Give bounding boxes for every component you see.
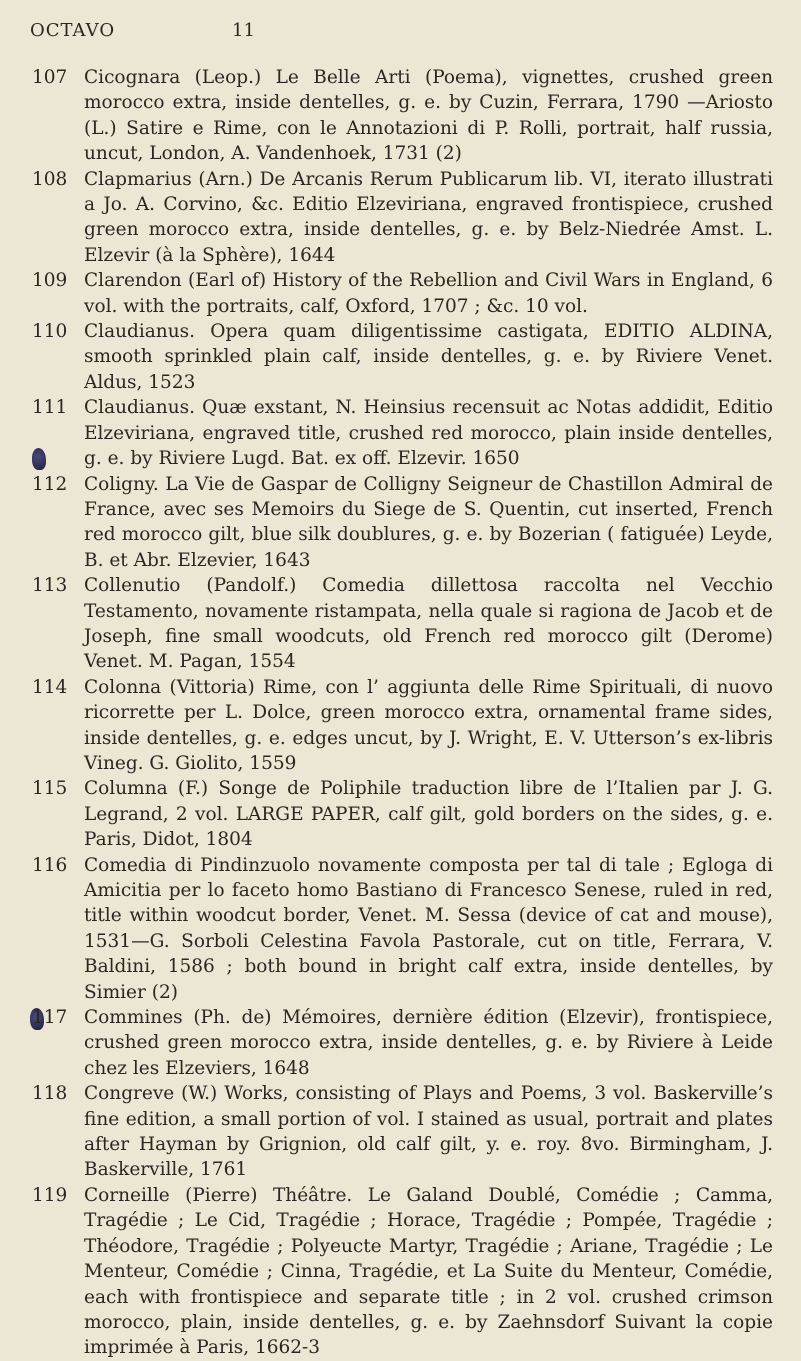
catalogue-entry xyxy=(0,1183,801,1361)
lot-number: 111 xyxy=(32,397,68,419)
entry-text: Columna (F.) Songe de Poliphile traduction libre de l’Italien par J. G. Legrand, 2 vol. LARGE PAPER, calf gilt, gold borders on the sides, g. e. Paris, Didot, 1804 xyxy=(84,778,773,851)
entry-text: Corneille (Pierre) Théâtre. Le Galand Doublé, Comédie ; Camma, Tragédie ; Le Cid, Tragédie ; Horace, Tragédie ; Pompée, Tragédie ; Théodore, Tragédie ; Polyeucte Martyr, Tragédie ; Ariane, Tragédie ; Le Menteur, Comédie ; Cinna, Tragédie, et La Suite du Menteur, Comédie, each with frontispiece and separate title ; in 2 vol. crushed crimson morocco, plain, inside dentelles, g. e. by Zaehnsdorf Suivant la copie imprimée à Paris, 1662-3 xyxy=(84,1184,773,1359)
catalogue-entry xyxy=(0,319,801,395)
entry-list xyxy=(0,65,801,1361)
lot-number: 119 xyxy=(32,1184,68,1206)
entry-text: Congreve (W.) Works, consisting of Plays and Poems, 3 vol. Baskerville’s fine edition, a small portion of vol. I stained as usual, portrait and plates after Hayman by Grignion, old calf gilt, y. e. roy. 8vo. Birmingham, J. Baskerville, 1761 xyxy=(84,1083,773,1181)
lot-number: 116 xyxy=(32,854,68,876)
lot-number: 109 xyxy=(32,270,68,292)
entry-text: Comedia di Pindinzuolo novamente composta per tal di tale ; Egloga di Amicitia per lo faceto homo Bastiano di Francesco Senese, ruled in red, title within woodcut border, Venet. M. Sessa (device of cat and mouse), 1531—G. Sorboli Celestina Favola Pastorale, cut on title, Ferrara, V. Baldini, 1586 ; both bound in bright calf extra, inside dentelles, by Simier (2) xyxy=(84,854,773,1003)
catalogue-entry xyxy=(0,573,801,675)
section-title: OCTAVO xyxy=(30,20,116,41)
lot-number: 115 xyxy=(32,778,68,800)
lot-number: 107 xyxy=(32,67,68,88)
catalogue-entry xyxy=(0,472,801,574)
catalogue-entry xyxy=(0,675,801,777)
entry-text: Clarendon (Earl of) History of the Rebellion and Civil Wars in England, 6 vol. with the portraits, calf, Oxford, 1707 ; &c. 10 vol. xyxy=(84,270,773,317)
entry-text: Cicognara (Leop.) Le Belle Arti (Poema), vignettes, crushed green morocco extra, inside dentelles, g. e. by Cuzin, Ferrara, 1790 —Ariosto (L.) Satire e Rime, con le Annotazioni di P. Rolli, portrait, half russia, uncut, London, A. Vandenhoek, 1731 (2) xyxy=(84,67,773,165)
lot-number: 117 xyxy=(32,1007,68,1029)
entry-text: Claudianus. Opera quam diligentissime castigata, EDITIO ALDINA, smooth sprinkled plain calf, inside dentelles, g. e. by Riviere Venet. Aldus, 1523 xyxy=(84,321,773,393)
page-number: 11 xyxy=(232,20,255,41)
entry-text: Coligny. La Vie de Gaspar de Colligny Seigneur de Chastillon Admiral de France, avec ses Memoirs du Siege de S. Quentin, cut inserted, French red morocco gilt, blue silk doublures, g. e. by Bozerian ( fatiguée) Leyde, B. et Abr. Elzevier, 1643 xyxy=(84,473,773,571)
lot-number: 114 xyxy=(32,676,68,698)
entry-text: Colonna (Vittoria) Rime, con l’ aggiunta delle Rime Spirituali, di nuovo ricorrette per L. Dolce, green morocco extra, ornamental frame sides, inside dentelles, g. e. edges uncut, by J. Wright, E. V. Utterson’s ex-libris Vineg. G. Giolito, 1559 xyxy=(84,676,773,774)
catalogue-entry xyxy=(0,268,801,319)
lot-number: 113 xyxy=(32,575,68,597)
lot-number: 118 xyxy=(32,1083,68,1105)
catalogue-entry xyxy=(0,776,801,852)
lot-number: 108 xyxy=(32,168,68,190)
catalogue-entry xyxy=(0,1005,801,1081)
running-head xyxy=(0,20,801,50)
entry-text: Claudianus. Quæ exstant, N. Heinsius recensuit ac Notas addidit, Editio Elzeviriana, engraved title, crushed red morocco, plain inside dentelles, g. e. by Riviere Lugd. Bat. ex off. Elzevir. 1650 xyxy=(84,397,773,470)
catalogue-entry xyxy=(0,395,801,471)
catalogue-entry xyxy=(0,65,801,167)
entry-text: Clapmarius (Arn.) De Arcanis Rerum Publicarum lib. VI, iterato illustrati a Jo. A. Corvino, &c. Editio Elzeviriana, engraved frontispiece, crushed green morocco extra, inside dentelles, g. e. by Belz-Niedrée Amst. L. Elzevir (à la Sphère), 1644 xyxy=(84,168,773,266)
lot-number: 110 xyxy=(32,321,68,343)
entry-text: Collenutio (Pandolf.) Comedia dillettosa raccolta nel Vecchio Testamento, novamente ristampata, nella quale si ragiona de Jacob et de Joseph, fine small woodcuts, old French red morocco gilt (Derome) Venet. M. Pagan, 1554 xyxy=(84,575,773,673)
catalogue-entry xyxy=(0,167,801,269)
catalogue-entry xyxy=(0,853,801,1005)
entry-text: Commines (Ph. de) Mémoires, dernière édition (Elzevir), frontispiece, crushed green morocco extra, inside dentelles, g. e. by Riviere à Leide chez les Elzeviers, 1648 xyxy=(84,1007,773,1079)
catalogue-entry xyxy=(0,1081,801,1183)
lot-number: 112 xyxy=(32,473,68,495)
